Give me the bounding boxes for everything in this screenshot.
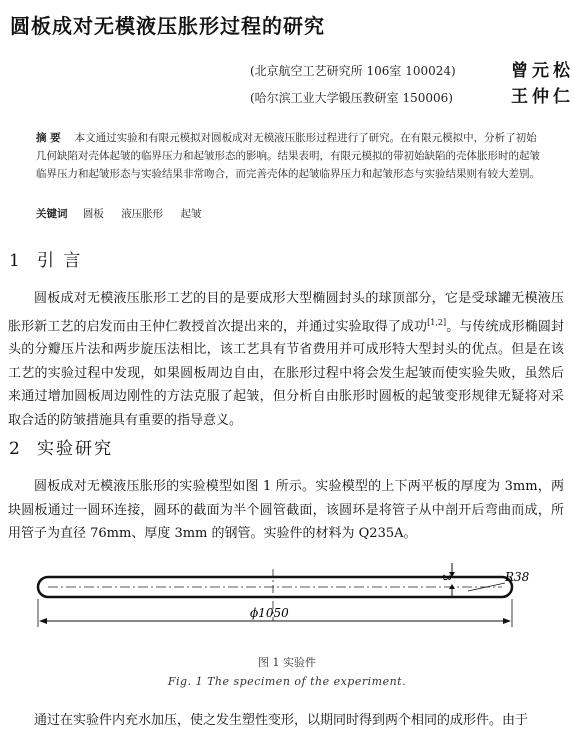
section-1-body — [8, 287, 564, 432]
section-1-heading — [9, 246, 82, 271]
section-2-heading — [9, 434, 113, 459]
abstract-text: 本文通过实验和有限元模拟对圆板成对无模液压胀形过程进行了研究。在有限元模拟中，分析了初始几何缺陷对壳体起皱的临界压力和起皱形态的影响。结果表明，有限元模拟的带初始缺陷的壳体胀形时的起皱临界压力和起皱形态与实验结果非常吻合，而完善壳体的起皱临界压力和起皱形态与实验结果则有较大差别。 — [36, 132, 540, 180]
section-title: 引 言 — [37, 251, 83, 271]
arrowhead — [39, 618, 47, 624]
section-title: 实验研究 — [37, 439, 113, 459]
paper-title: 圆板成对无模液压胀形过程的研究 — [10, 14, 325, 38]
citation: [1,2] — [427, 317, 447, 327]
section-number: 1 — [9, 251, 22, 271]
affiliation-2: (哈尔滨工业大学锻压教研室 150006) — [250, 91, 453, 105]
dimension-thickness: 3 — [440, 574, 453, 581]
keywords — [36, 206, 216, 221]
arrowhead — [503, 618, 511, 624]
paragraph-text: 圆板成对无模液压胀形的实验模型如图 1 所示。实验模型的上下两平板的厚度为 3mm，两块圆板通过一圆环连接，圆环的截面为半个圆管截面，该圆环是将管子从中剖开后弯曲而成，所用管子为直径 76mm、厚度 3mm 的钢管。实验件的材料为 Q235A。 — [8, 479, 564, 541]
section-2-body — [8, 475, 564, 546]
figure-1-drawing — [0, 555, 574, 635]
abstract-label: 摘 要 — [36, 132, 61, 144]
keywords-label: 关键词 — [36, 208, 68, 220]
paragraph-text: 通过在实验件内充水加压，使之发生塑性变形，以期同时得到两个相同的成形件。由于 — [34, 713, 529, 728]
dimension-radius: R38 — [505, 570, 530, 584]
paragraph-text: 。与传统成形椭圆封头的分瓣压片法和两步旋压法相比，该工艺具有节省费用并可成形特大型封头的优点。但是在该工艺的实验过程中发现，如果圆板周边自由，在胀形过程中将会发生起皱而使实验失败，虽然后来通过增加圆板周边刚性的方法克服了起皱，但分析自由胀形时圆板的起皱变形规律无疑将对采取合适的防皱措施具有重要的指导意义。 — [8, 318, 564, 428]
paragraph-text: 圆板成对无模液压胀形工艺的目的是要成形大型椭圆封头的球顶部分，它是受球罐无模液压胀形新工艺的启发而由王仲仁教授首次提出来的，并通过实验取得了成功 — [8, 291, 564, 334]
arrowhead — [449, 584, 455, 589]
section-number: 2 — [9, 439, 22, 459]
figure-caption-cn: 图 1 实验件 — [258, 656, 316, 669]
keyword-item: 圆板 — [82, 208, 104, 220]
author-2: 王仲仁 — [511, 87, 574, 107]
keyword-item: 液压胀形 — [121, 208, 164, 220]
abstract — [36, 129, 544, 183]
figure-caption-en: Fig. 1 The specimen of the experiment. — [167, 675, 407, 688]
affiliation-1: (北京航空工艺研究所 106室 100024) — [250, 64, 456, 78]
author-1: 曾元松 — [511, 61, 574, 81]
trailing-paragraph — [8, 709, 564, 733]
keyword-item: 起皱 — [180, 208, 202, 220]
dimension-diameter: ϕ1050 — [250, 606, 289, 620]
